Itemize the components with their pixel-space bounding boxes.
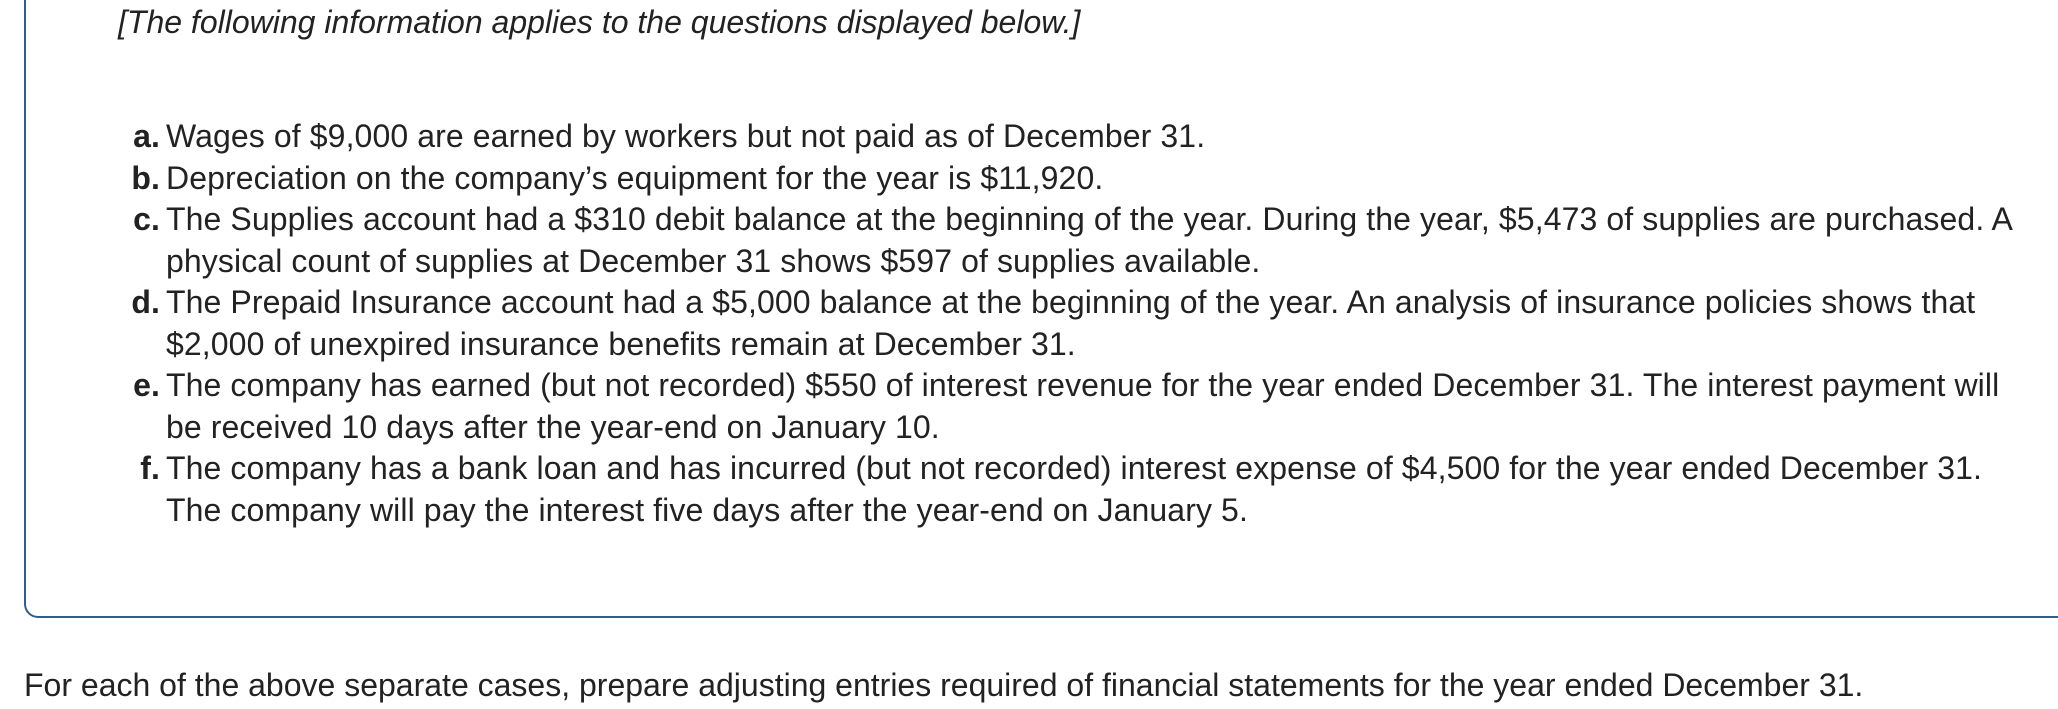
item-letter: d.	[131, 284, 160, 320]
case-list	[118, 116, 2038, 531]
item-text: The Prepaid Insurance account had a $5,000 balance at the beginning of the year. An analysis of insurance policies shows that $2,000 of unexpired insurance benefits remain at December 31.	[166, 284, 1976, 362]
item-letter: c.	[133, 201, 160, 237]
item-letter: e.	[133, 367, 160, 403]
item-letter: f.	[140, 450, 160, 486]
list-item-f	[118, 448, 2038, 531]
list-item-a	[118, 116, 2038, 158]
item-text: The company has earned (but not recorded) $550 of interest revenue for the year ended December 31. The interest payment will be received 10 days after the year-end on January 10.	[166, 367, 2000, 445]
list-item-c	[118, 199, 2038, 282]
item-text: The Supplies account had a $310 debit balance at the beginning of the year. During the year, $5,473 of supplies are purchased. A physical count of supplies at December 31 shows $597 of supplies available.	[166, 201, 2012, 279]
item-letter: b.	[131, 159, 160, 196]
item-text: Wages of $9,000 are earned by workers but not paid as of December 31.	[166, 118, 1206, 154]
list-item-b	[118, 158, 2038, 200]
item-letter: a.	[133, 118, 160, 154]
list-item-e	[118, 365, 2038, 448]
list-item-d	[118, 282, 2038, 365]
intro-note: [The following information applies to the questions displayed below.]	[118, 4, 1081, 40]
item-text: Depreciation on the company’s equipment for the year is $11,920.	[166, 159, 1104, 196]
item-text: The company has a bank loan and has incurred (but not recorded) interest expense of $4,500 for the year ended December 31. The company will pay the interest five days after the year-end on January 5.	[166, 450, 1982, 528]
question-instruction: For each of the above separate cases, prepare adjusting entries required of financial statements for the year ended December 31.	[24, 667, 1864, 703]
